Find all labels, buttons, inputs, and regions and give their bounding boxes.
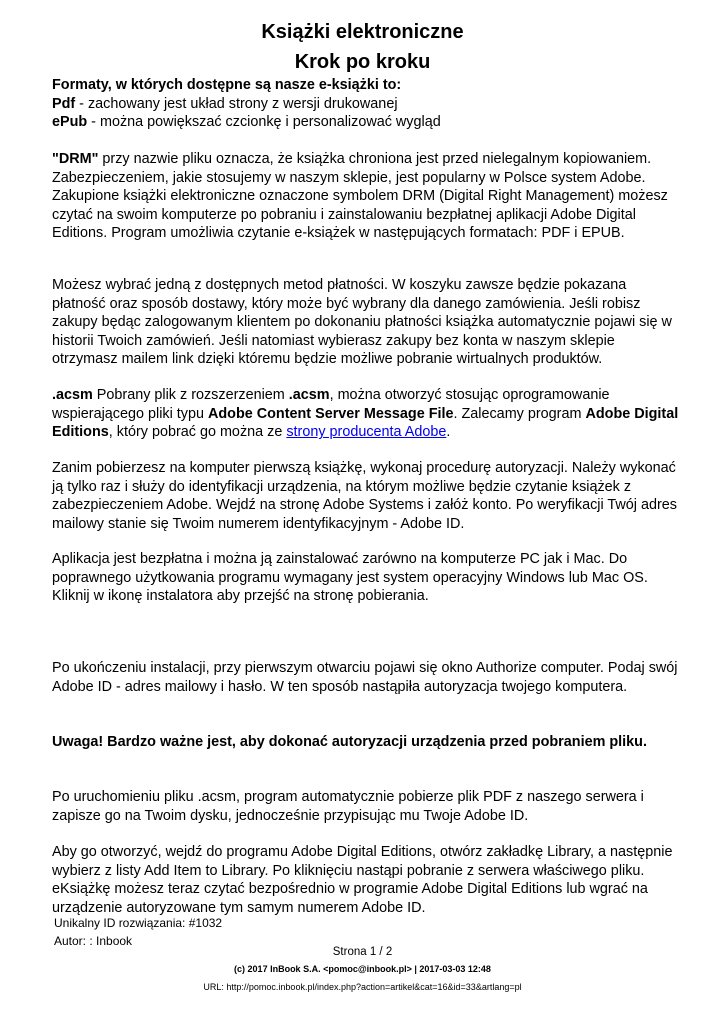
install-paragraph: Aplikacja jest bezpłatna i można ją zainstalować zarówno na komputerze PC jak i Mac. Do poprawnego użytkowania programu wymagany jest system operacyjny Windows lub Mac OS. Kliknij w ikonę instalatora aby przejść na stronę pobierania. — [52, 551, 648, 605]
author: Autor: : Inbook — [54, 934, 133, 948]
source-url: URL: http://pomoc.inbook.pl/index.php?action=artikel&cat=16&id=33&artlang=pl — [203, 982, 522, 992]
authorization-paragraph: Zanim pobierzesz na komputer pierwszą książkę, wykonaj procedurę autoryzacji. Należy wykonać ją tylko raz i służy do identyfikacji urządzenia, na którym możliwe będzie czytanie książek z zabezpieczeniem Adobe. Wejdź na stronę Adobe Systems i załóż konto. Po weryfikacji Twój adres mailowy stanie się Twoim numerem identyfikacyjnym - Adobe ID. — [52, 460, 677, 532]
adobe-producer-link[interactable]: strony producenta Adobe — [286, 424, 447, 441]
format-pdf: Pdf - zachowany jest układ strony z wersji drukowanej — [52, 95, 398, 112]
formats-heading: Formaty, w których dostępne są nasze e-książki to: — [52, 77, 402, 93]
formats-section — [52, 76, 682, 132]
warning-paragraph: Uwaga! Bardzo ważne jest, aby dokonać autoryzacji urządzenia przed pobraniem pliku. — [52, 734, 647, 750]
open-file-paragraph: Aby go otworzyć, wejdź do programu Adobe Digital Editions, otwórz zakładkę Library, a następnie wybierz z listy Add Item to Library. Po kliknięciu nastąpi pobranie z serwera właściwego pliku. eKsiążkę możesz teraz czytać bezpośrednio w programie Adobe Digital Editions lub wgrać na urządzenie autoryzowane tym samym numerem Adobe ID. — [52, 844, 673, 916]
page-title: Książki elektroniczne — [261, 21, 464, 43]
format-epub: ePub - można powiększać czcionkę i personalizować wygląd — [52, 114, 441, 131]
acsm-paragraph: .acsm Pobrany plik z rozszerzeniem .acsm, można otworzyć stosując oprogramowanie wspierającego pliki typu Adobe Content Server Message File. Zalecamy program Adobe Digital Editions, który pobrać go można ze strony producenta Adobe. — [52, 387, 679, 441]
page-subtitle: Krok po kroku — [294, 51, 431, 73]
run-acsm-paragraph: Po uruchomieniu pliku .acsm, program automatycznie pobierze plik PDF z naszego serwera i zapisze go na Twoim dysku, jednocześnie przypisując mu Twoje Adobe ID. — [52, 789, 644, 824]
after-install-paragraph: Po ukończeniu instalacji, przy pierwszym otwarciu pojawi się okno Authorize computer. Podaj swój Adobe ID - adres mailowy i hasło. W ten sposób nastąpiła autoryzacja twojego komputera. — [52, 660, 678, 695]
solution-id: Unikalny ID rozwiązania: #1032 — [54, 916, 223, 930]
copyright: (c) 2017 InBook S.A. <pomoc@inbook.pl> | 2017-03-03 12:48 — [234, 964, 491, 974]
drm-paragraph: "DRM" przy nazwie pliku oznacza, że książka chroniona jest przed nielegalnym kopiowaniem. Zabezpieczeniem, jakie stosujemy w naszym sklepie, jest popularny w Polsce system Adobe. Zakupione książki elektroniczne oznaczone symbolem DRM (Digital Right Management) możesz czytać na swoim komputerze po pobraniu i zainstalowaniu bezpłatnej aplikacji Adobe Digital Editions. Program umożliwia czytanie e-książek w następujących formatach: PDF i EPUB. — [52, 151, 668, 242]
payment-paragraph: Możesz wybrać jedną z dostępnych metod płatności. W koszyku zawsze będzie pokazana płatność oraz sposób dostawy, który może być wybrany dla danego zamówienia. Jeśli robisz zakupy będąc zalogowanym klientem po dokonaniu płatności książka automatycznie pojawi się w historii Twoich zamówień. Jeśli natomiast wybierasz zakupy bez konta w naszym sklepie otrzymasz mailem link dzięki któremu będzie możliwe pobranie wirtualnych produktów. — [52, 277, 672, 368]
page-number: Strona 1 / 2 — [332, 946, 393, 958]
